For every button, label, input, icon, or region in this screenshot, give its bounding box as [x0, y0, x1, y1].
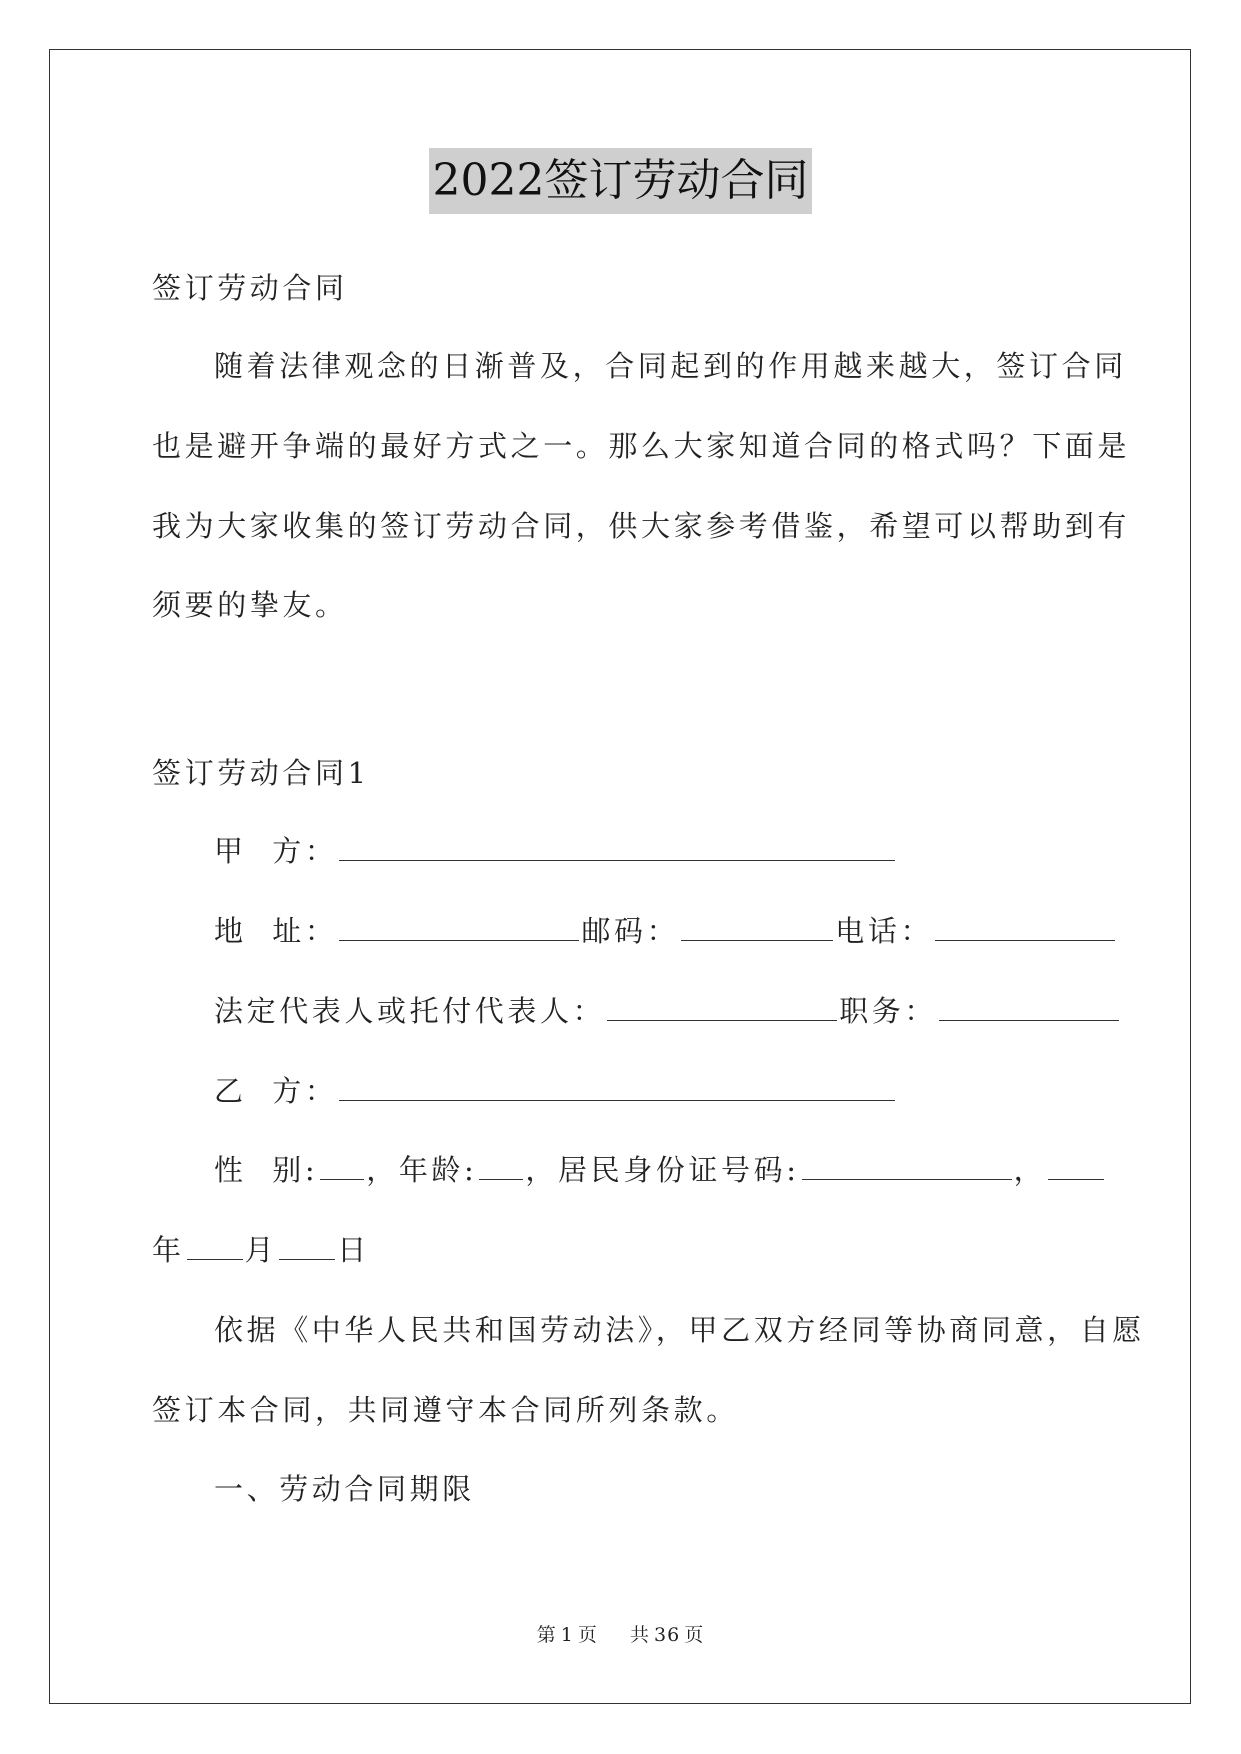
- phone-label: 电话：: [835, 914, 934, 948]
- basis-line-1: 依据《中华人民共和国劳动法》，甲乙双方经同等协商同意，自愿: [214, 1313, 1145, 1347]
- section-heading: 签订劳动合同1: [152, 756, 370, 790]
- personal-info-row: [214, 1150, 1106, 1190]
- year-blank-start[interactable]: [1048, 1153, 1104, 1180]
- age-label: ，年龄:: [366, 1153, 478, 1187]
- id-number-blank[interactable]: [802, 1153, 1012, 1180]
- total-prefix: 共: [630, 1624, 651, 1646]
- document-subtitle: 签订劳动合同: [152, 271, 348, 305]
- party-b-row: [214, 1071, 897, 1111]
- date-row: [152, 1230, 370, 1270]
- representative-label: 法定代表人或托付代表人：: [214, 994, 606, 1028]
- gender-blank[interactable]: [320, 1153, 364, 1180]
- party-b-blank[interactable]: [339, 1074, 895, 1101]
- intro-line-2: 也是避开争端的最好方式之一。那么大家知道合同的格式吗？下面是: [152, 429, 1131, 463]
- year-label: 年: [152, 1233, 185, 1267]
- representative-row: [214, 991, 1121, 1031]
- phone-blank[interactable]: [935, 914, 1115, 941]
- day-label: 日: [337, 1233, 370, 1267]
- id-number-label: ，居民身份证号码:: [525, 1153, 800, 1187]
- page-label: 页: [577, 1624, 598, 1646]
- age-blank[interactable]: [479, 1153, 523, 1180]
- address-blank[interactable]: [339, 914, 579, 941]
- page-prefix: 第: [536, 1624, 557, 1646]
- total-label: 页: [684, 1624, 705, 1646]
- position-label: 职务：: [839, 994, 938, 1028]
- intro-line-4: 须要的挚友。: [152, 588, 348, 622]
- party-a-label: 甲 方：: [214, 834, 338, 868]
- month-blank[interactable]: [187, 1233, 243, 1260]
- basis-line-2: 签订本合同，共同遵守本合同所列条款。: [152, 1393, 739, 1427]
- postcode-label: 邮码：: [581, 914, 680, 948]
- address-label: 地 址：: [214, 914, 338, 948]
- address-row: [214, 911, 1117, 951]
- gender-label: 性 别:: [214, 1153, 319, 1187]
- title-container: [0, 148, 1241, 214]
- document-title: 2022签订劳动合同: [429, 148, 813, 214]
- party-b-label: 乙 方：: [214, 1074, 338, 1108]
- page-footer: [0, 1620, 1241, 1647]
- representative-blank[interactable]: [607, 994, 837, 1021]
- party-a-row: [214, 831, 897, 871]
- postcode-blank[interactable]: [681, 914, 833, 941]
- comma-separator: ，: [1013, 1153, 1047, 1187]
- day-blank[interactable]: [279, 1233, 335, 1260]
- party-a-blank[interactable]: [339, 834, 895, 861]
- month-label: 月: [244, 1233, 278, 1267]
- intro-line-1: 随着法律观念的日渐普及，合同起到的作用越来越大，签订合同: [214, 349, 1127, 383]
- intro-line-3: 我为大家收集的签订劳动合同，供大家参考借鉴，希望可以帮助到有: [152, 509, 1131, 543]
- clause-1-heading: 一、劳动合同期限: [214, 1472, 475, 1506]
- page-number: 1: [560, 1624, 574, 1646]
- total-pages: 36: [654, 1624, 681, 1646]
- position-blank[interactable]: [939, 994, 1119, 1021]
